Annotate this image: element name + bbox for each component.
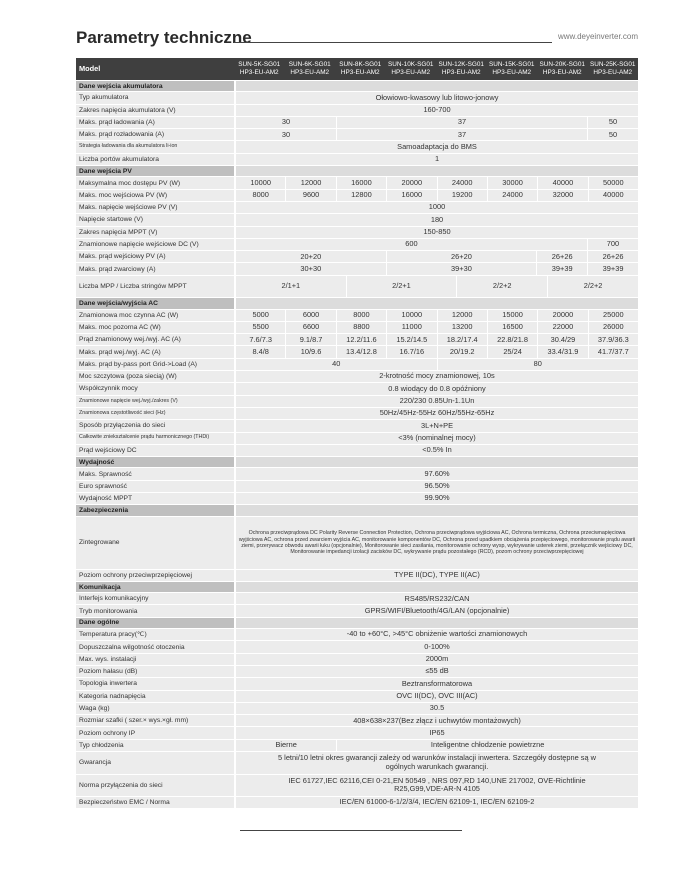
spec-value: 0.8 wiodący do 0.8 opóźniony	[236, 383, 638, 394]
spec-values	[236, 481, 638, 492]
spec-value: 160-700	[236, 105, 638, 116]
spec-values	[236, 298, 638, 308]
spec-value: Samoadaptacja do BMS	[236, 141, 638, 152]
spec-row	[76, 322, 638, 333]
spec-value: 2/2+2	[548, 276, 638, 298]
spec-values	[236, 154, 638, 165]
spec-row	[76, 117, 638, 128]
spec-value: 11000	[387, 322, 436, 333]
spec-row	[76, 239, 638, 250]
section-fill	[236, 505, 638, 515]
spec-value: TYPE II(DC), TYPE II(AC)	[236, 570, 638, 581]
section-fill	[236, 457, 638, 467]
spec-row	[76, 251, 638, 262]
spec-label: Wydajność MPPT	[76, 493, 234, 504]
section-row	[76, 166, 638, 176]
section-title: Dane wejścia PV	[76, 166, 234, 176]
spec-label: Maks. prąd rozładowania (A)	[76, 129, 234, 140]
spec-label: Współczynnik mocy	[76, 383, 234, 394]
spec-row	[76, 517, 638, 569]
spec-label: Maks. prąd wejściowy PV (A)	[76, 251, 234, 262]
spec-values	[236, 239, 638, 250]
spec-value: 40000	[538, 177, 587, 188]
spec-value: IEC/EN 61000-6-1/2/3/4, IEC/EN 62109-1, IEC/EN 62109-2	[236, 797, 638, 808]
spec-label: Znamionowe napięcie wejściowe DC (V)	[76, 239, 234, 250]
spec-value: 15.2/14.5	[387, 334, 436, 345]
spec-row	[76, 263, 638, 274]
spec-row	[76, 740, 638, 751]
spec-value: 10/9.6	[286, 346, 335, 357]
spec-row	[76, 493, 638, 504]
spec-value: 96.50%	[236, 481, 638, 492]
spec-values	[236, 81, 638, 91]
spec-value: 25000	[589, 310, 638, 321]
model-name: SUN-25K-SG01 HP3-EU-AM2	[588, 58, 639, 80]
spec-value: 22000	[538, 322, 587, 333]
section-fill	[236, 582, 638, 592]
spec-value: 37	[337, 129, 587, 140]
spec-label: Interfejs komunikacyjny	[76, 593, 234, 604]
spec-row	[76, 593, 638, 604]
spec-row	[76, 190, 638, 201]
spec-value: 16.7/16	[387, 346, 436, 357]
spec-label: Zakres napięcia akumulatora (V)	[76, 105, 234, 116]
spec-values	[236, 190, 638, 201]
spec-value: 16500	[488, 322, 537, 333]
spec-label: Zintegrowane	[76, 517, 234, 569]
spec-label: Maks. prąd wej./wyj. AC (A)	[76, 346, 234, 357]
spec-label: Dopuszczalna wilgotność otoczenia	[76, 641, 234, 652]
spec-value: 19200	[438, 190, 487, 201]
section-fill	[236, 618, 638, 628]
spec-values	[236, 202, 638, 213]
spec-values	[236, 177, 638, 188]
spec-value: 10000	[236, 177, 285, 188]
spec-label: Kategoria nadnapięcia	[76, 691, 234, 702]
spec-value: 40	[236, 359, 437, 370]
spec-values	[236, 654, 638, 665]
spec-label: Temperatura pracy(℃)	[76, 629, 234, 640]
spec-label: Prąd wejściowy DC	[76, 445, 234, 456]
spec-label: Maks. Sprawność	[76, 468, 234, 479]
spec-row	[76, 752, 638, 774]
spec-label: Poziom hałasu (dB)	[76, 666, 234, 677]
spec-value: 30+30	[236, 263, 386, 274]
spec-value: 25/24	[488, 346, 537, 357]
spec-label: Topologia inwertera	[76, 678, 234, 689]
spec-values	[236, 775, 638, 797]
spec-label: Znamionowa moc czynna AC (W)	[76, 310, 234, 321]
spec-label: Maks. moc wejściowa PV (W)	[76, 190, 234, 201]
spec-value: 15000	[488, 310, 537, 321]
spec-row	[76, 678, 638, 689]
spec-value: 30	[236, 117, 336, 128]
spec-values	[236, 618, 638, 628]
spec-values	[236, 715, 638, 726]
spec-value: 13200	[438, 322, 487, 333]
spec-value: 16000	[387, 190, 436, 201]
spec-values	[236, 420, 638, 431]
spec-label: Maks. moc pozorna AC (W)	[76, 322, 234, 333]
spec-row	[76, 420, 638, 431]
spec-rows	[76, 81, 638, 808]
section-fill	[236, 81, 638, 91]
spec-value: IP65	[236, 727, 638, 738]
spec-value: 9600	[286, 190, 335, 201]
spec-row	[76, 154, 638, 165]
spec-values	[236, 727, 638, 738]
spec-label: Max. wys. instalacji	[76, 654, 234, 665]
spec-value: 220/230 0.85Un-1.1Un	[236, 396, 638, 407]
spec-values	[236, 359, 638, 370]
section-row	[76, 618, 638, 628]
spec-value: IEC 61727,IEC 62116,CEI 0-21,EN 50549 , NRS 097,RD 140,UNE 217002, OVE-Richtlinie R25,G99,VDE-AR-N 4105	[236, 775, 638, 797]
spec-row	[76, 408, 638, 419]
spec-value: 39+30	[387, 263, 537, 274]
spec-value: 20+20	[236, 251, 386, 262]
spec-value: 2/1+1	[236, 276, 346, 298]
spec-label: Zakres napięcia MPPT (V)	[76, 227, 234, 238]
spec-value: 2-krotność mocy znamionowej, 10s	[236, 371, 638, 382]
footer-rule	[240, 830, 462, 831]
spec-value: 24000	[438, 177, 487, 188]
spec-label: Napięcie startowe (V)	[76, 214, 234, 225]
spec-values	[236, 752, 638, 774]
spec-values	[236, 141, 638, 152]
spec-row	[76, 92, 638, 103]
section-title: Zabezpieczenia	[76, 505, 234, 515]
spec-values	[236, 334, 638, 345]
spec-value: 10000	[387, 310, 436, 321]
spec-row	[76, 129, 638, 140]
spec-row	[76, 371, 638, 382]
spec-values	[236, 582, 638, 592]
spec-value: 32000	[538, 190, 587, 201]
spec-values	[236, 310, 638, 321]
spec-value: 6000	[286, 310, 335, 321]
spec-label: Poziom ochrony IP	[76, 727, 234, 738]
spec-row	[76, 141, 638, 152]
spec-row	[76, 570, 638, 581]
spec-values	[236, 570, 638, 581]
spec-row	[76, 346, 638, 357]
spec-values	[236, 129, 638, 140]
spec-value: 180	[236, 214, 638, 225]
section-row	[76, 582, 638, 592]
section-fill	[236, 166, 638, 176]
spec-value: 39+39	[537, 263, 587, 274]
spec-row	[76, 654, 638, 665]
spec-value: 3L+N+PE	[236, 420, 638, 431]
spec-value: 39+39	[588, 263, 638, 274]
spec-value: RS485/RS232/CAN	[236, 593, 638, 604]
spec-values	[236, 371, 638, 382]
spec-value: 20000	[387, 177, 436, 188]
spec-value: 26+20	[387, 251, 537, 262]
section-title: Wydajność	[76, 457, 234, 467]
spec-row	[76, 797, 638, 808]
spec-value: 18.2/17.4	[438, 334, 487, 345]
spec-values	[236, 493, 638, 504]
spec-row	[76, 359, 638, 370]
spec-value: ≤55 dB	[236, 666, 638, 677]
spec-value: 26+26	[537, 251, 587, 262]
spec-value: 30	[236, 129, 336, 140]
spec-values	[236, 408, 638, 419]
spec-row	[76, 468, 638, 479]
spec-values	[236, 445, 638, 456]
page-header	[76, 28, 638, 48]
spec-values	[236, 641, 638, 652]
model-name: SUN-10K-SG01 HP3-EU-AM2	[386, 58, 437, 80]
spec-value: 8.4/8	[236, 346, 285, 357]
spec-value: 7.6/7.3	[236, 334, 285, 345]
spec-values	[236, 740, 638, 751]
spec-values	[236, 797, 638, 808]
spec-values	[236, 227, 638, 238]
spec-label: Znamionowe napięcie wej./wyj./zakres (V)	[76, 396, 234, 407]
spec-value: 26+26	[588, 251, 638, 262]
spec-table	[76, 58, 638, 809]
section-row	[76, 298, 638, 308]
model-name: SUN-15K-SG01 HP3-EU-AM2	[487, 58, 538, 80]
spec-values	[236, 251, 638, 262]
model-label: Model	[76, 58, 234, 80]
spec-label: Tryb monitorowania	[76, 605, 234, 616]
spec-value: 30.5	[236, 703, 638, 714]
spec-label: Gwarancja	[76, 752, 234, 774]
model-name: SUN-20K-SG01 HP3-EU-AM2	[537, 58, 588, 80]
spec-row	[76, 666, 638, 677]
spec-values	[236, 678, 638, 689]
spec-label: Liczba MPP / Liczba stringów MPPT	[76, 276, 234, 298]
spec-row	[76, 214, 638, 225]
spec-values	[236, 468, 638, 479]
section-fill	[236, 298, 638, 308]
spec-value: 20000	[538, 310, 587, 321]
section-row	[76, 505, 638, 515]
spec-value: Ochrona przeciwprądowa DC Polarity Reverse Connection Protection, Ochrona przeciwprądowa wyjściowa AC, Ochrona termiczna, Ochrona przeciwnapięciowa wyjściowa AC, ochrona przed zwarciem wyjścia AC, monitorowanie komponentów DC, Ochrona przed upadkiem obciążenia przepięciowego, monitorowanie prądu awarii ziemi, przerywacz obwodu awarii łuku (opcjonalnie), Monitorowanie sieci zasilania, monitorowanie ochrony wysp, wykrywanie usterek ziemi, przełącznik wejściowy DC, Monitorowanie impedancji izolacji zacisków DC, wykrywanie prądu pozostałego (RCD), pozom ochrony przeciwprzepięciowej	[236, 517, 638, 569]
spec-row	[76, 691, 638, 702]
spec-values	[236, 517, 638, 569]
spec-value: 150-850	[236, 227, 638, 238]
spec-value: 2/2+1	[347, 276, 457, 298]
spec-row	[76, 703, 638, 714]
spec-value: 6600	[286, 322, 335, 333]
spec-row	[76, 334, 638, 345]
spec-values	[236, 276, 638, 298]
spec-row	[76, 727, 638, 738]
spec-value: 8000	[337, 310, 386, 321]
spec-values	[236, 605, 638, 616]
spec-value: Ołowiowo-kwasowy lub litowo-jonowy	[236, 92, 638, 103]
spec-row	[76, 641, 638, 652]
title-rule	[234, 42, 552, 43]
spec-values	[236, 92, 638, 103]
spec-label: Typ chłodzenia	[76, 740, 234, 751]
spec-label: Maks. napięcie wejściowe PV (V)	[76, 202, 234, 213]
spec-value: 9.1/8.7	[286, 334, 335, 345]
spec-label: Liczba portów akumulatora	[76, 154, 234, 165]
spec-label: Poziom ochrony przeciwprzepięciowej	[76, 570, 234, 581]
spec-values	[236, 105, 638, 116]
spec-value: <3% (nominalnej mocy)	[236, 433, 638, 444]
spec-label: Maks. prąd ładowania (A)	[76, 117, 234, 128]
spec-values	[236, 214, 638, 225]
spec-value: 26000	[589, 322, 638, 333]
spec-values	[236, 629, 638, 640]
spec-value: 97.60%	[236, 468, 638, 479]
spec-label: Waga (kg)	[76, 703, 234, 714]
spec-value: GPRS/WIFI/Bluetooth/4G/LAN (opcjonalnie)	[236, 605, 638, 616]
spec-value: Inteligentne chłodzenie powietrzne	[337, 740, 638, 751]
spec-label: Sposób przyłączenia do sieci	[76, 420, 234, 431]
spec-row	[76, 445, 638, 456]
spec-label: Rozmiar szafki ( szer.× wys.×gł. mm)	[76, 715, 234, 726]
spec-values	[236, 263, 638, 274]
site-url: www.deyeinverter.com	[557, 32, 638, 41]
spec-value: 99.90%	[236, 493, 638, 504]
section-title: Dane wejścia akumulatora	[76, 81, 234, 91]
spec-value: Bierne	[236, 740, 336, 751]
spec-value: 12000	[438, 310, 487, 321]
spec-label: Maks. prąd by-pass port Grid->Load (A)	[76, 359, 234, 370]
spec-value: 37.9/36.3	[589, 334, 638, 345]
spec-value: 30000	[488, 177, 537, 188]
spec-value: 5 letni/10 letni okres gwarancji zależy od warunków instalacji inwertera. Szczegóły dostępne są w ogólnych warunkach gwarancji.	[236, 752, 638, 774]
spec-value: 0-100%	[236, 641, 638, 652]
spec-value: 30.4/29	[538, 334, 587, 345]
spec-values	[236, 117, 638, 128]
section-row	[76, 81, 638, 91]
spec-value: 12000	[286, 177, 335, 188]
spec-values	[236, 166, 638, 176]
spec-values	[236, 691, 638, 702]
model-name: SUN-12K-SG01 HP3-EU-AM2	[436, 58, 487, 80]
spec-value: 20/19.2	[438, 346, 487, 357]
spec-value: <0.5% In	[236, 445, 638, 456]
spec-value: 80	[438, 359, 639, 370]
spec-value: 1000	[236, 202, 638, 213]
spec-label: Moc szczytowa (poza siecią) (W)	[76, 371, 234, 382]
spec-row	[76, 629, 638, 640]
spec-row	[76, 383, 638, 394]
spec-value: 2000m	[236, 654, 638, 665]
spec-label: Maks. prąd zwarciowy (A)	[76, 263, 234, 274]
spec-row	[76, 481, 638, 492]
spec-value: 8800	[337, 322, 386, 333]
spec-values	[236, 383, 638, 394]
spec-value: 37	[337, 117, 587, 128]
spec-label: Typ akumulatora	[76, 92, 234, 103]
spec-row	[76, 775, 638, 797]
spec-row	[76, 105, 638, 116]
spec-values	[236, 433, 638, 444]
section-title: Dane wejścia/wyjścia AC	[76, 298, 234, 308]
spec-label: Norma przyłączenia do sieci	[76, 775, 234, 797]
model-header-row	[76, 58, 638, 80]
spec-value: 41.7/37.7	[589, 346, 638, 357]
spec-values	[236, 396, 638, 407]
spec-value: 600	[236, 239, 587, 250]
section-title: Dane ogólne	[76, 618, 234, 628]
spec-value: 12.2/11.6	[337, 334, 386, 345]
spec-label: Strategia ładowania dla akumulatora li-ion	[76, 141, 234, 152]
spec-values	[236, 457, 638, 467]
spec-value: 13.4/12.8	[337, 346, 386, 357]
spec-row	[76, 227, 638, 238]
page-title: Parametry techniczne	[76, 28, 252, 47]
model-name: SUN-5K-SG01 HP3-EU-AM2	[234, 58, 285, 80]
spec-row	[76, 605, 638, 616]
spec-value: 2/2+2	[457, 276, 547, 298]
spec-label: Znamionowa częstotliwość sieci (Hz)	[76, 408, 234, 419]
spec-value: -40 to +60°C, >45°C obniżenie wartości znamionowych	[236, 629, 638, 640]
model-name: SUN-8K-SG01 HP3-EU-AM2	[335, 58, 386, 80]
spec-value: 12800	[337, 190, 386, 201]
spec-label: Maksymalna moc dostępu PV (W)	[76, 177, 234, 188]
spec-value: 33.4/31.9	[538, 346, 587, 357]
spec-label: Prąd znamionowy wej./wyj. AC (A)	[76, 334, 234, 345]
spec-row	[76, 396, 638, 407]
spec-value: 5000	[236, 310, 285, 321]
spec-values	[236, 505, 638, 515]
spec-label: Euro sprawność	[76, 481, 234, 492]
spec-value: 1	[236, 154, 638, 165]
spec-values	[236, 593, 638, 604]
spec-value: 16000	[337, 177, 386, 188]
spec-value: 40000	[589, 190, 638, 201]
spec-row	[76, 433, 638, 444]
spec-value: 24000	[488, 190, 537, 201]
spec-row	[76, 202, 638, 213]
spec-values	[236, 322, 638, 333]
spec-row	[76, 276, 638, 298]
spec-value: 700	[588, 239, 638, 250]
section-row	[76, 457, 638, 467]
spec-value: 408×638×237(Bez złącz i uchwytów montażowych)	[236, 715, 638, 726]
spec-value: Beztransformatorowa	[236, 678, 638, 689]
spec-values	[236, 703, 638, 714]
spec-value: 50000	[589, 177, 638, 188]
section-title: Komunikacja	[76, 582, 234, 592]
spec-value: 50Hz/45Hz-55Hz 60Hz/55Hz-65Hz	[236, 408, 638, 419]
spec-values	[236, 666, 638, 677]
spec-row	[76, 177, 638, 188]
spec-value: 8000	[236, 190, 285, 201]
spec-value: 50	[588, 129, 638, 140]
model-name: SUN-6K-SG01 HP3-EU-AM2	[285, 58, 336, 80]
spec-label: Bezpieczeństwo EMC / Norma	[76, 797, 234, 808]
spec-value: 22.8/21.8	[488, 334, 537, 345]
spec-label: Całkowite zniekształcenie prądu harmonicznego (THDi)	[76, 433, 234, 444]
spec-value: 5500	[236, 322, 285, 333]
spec-value: 50	[588, 117, 638, 128]
model-names	[234, 58, 638, 80]
spec-values	[236, 346, 638, 357]
spec-row	[76, 715, 638, 726]
spec-value: OVC II(DC), OVC III(AC)	[236, 691, 638, 702]
spec-row	[76, 310, 638, 321]
